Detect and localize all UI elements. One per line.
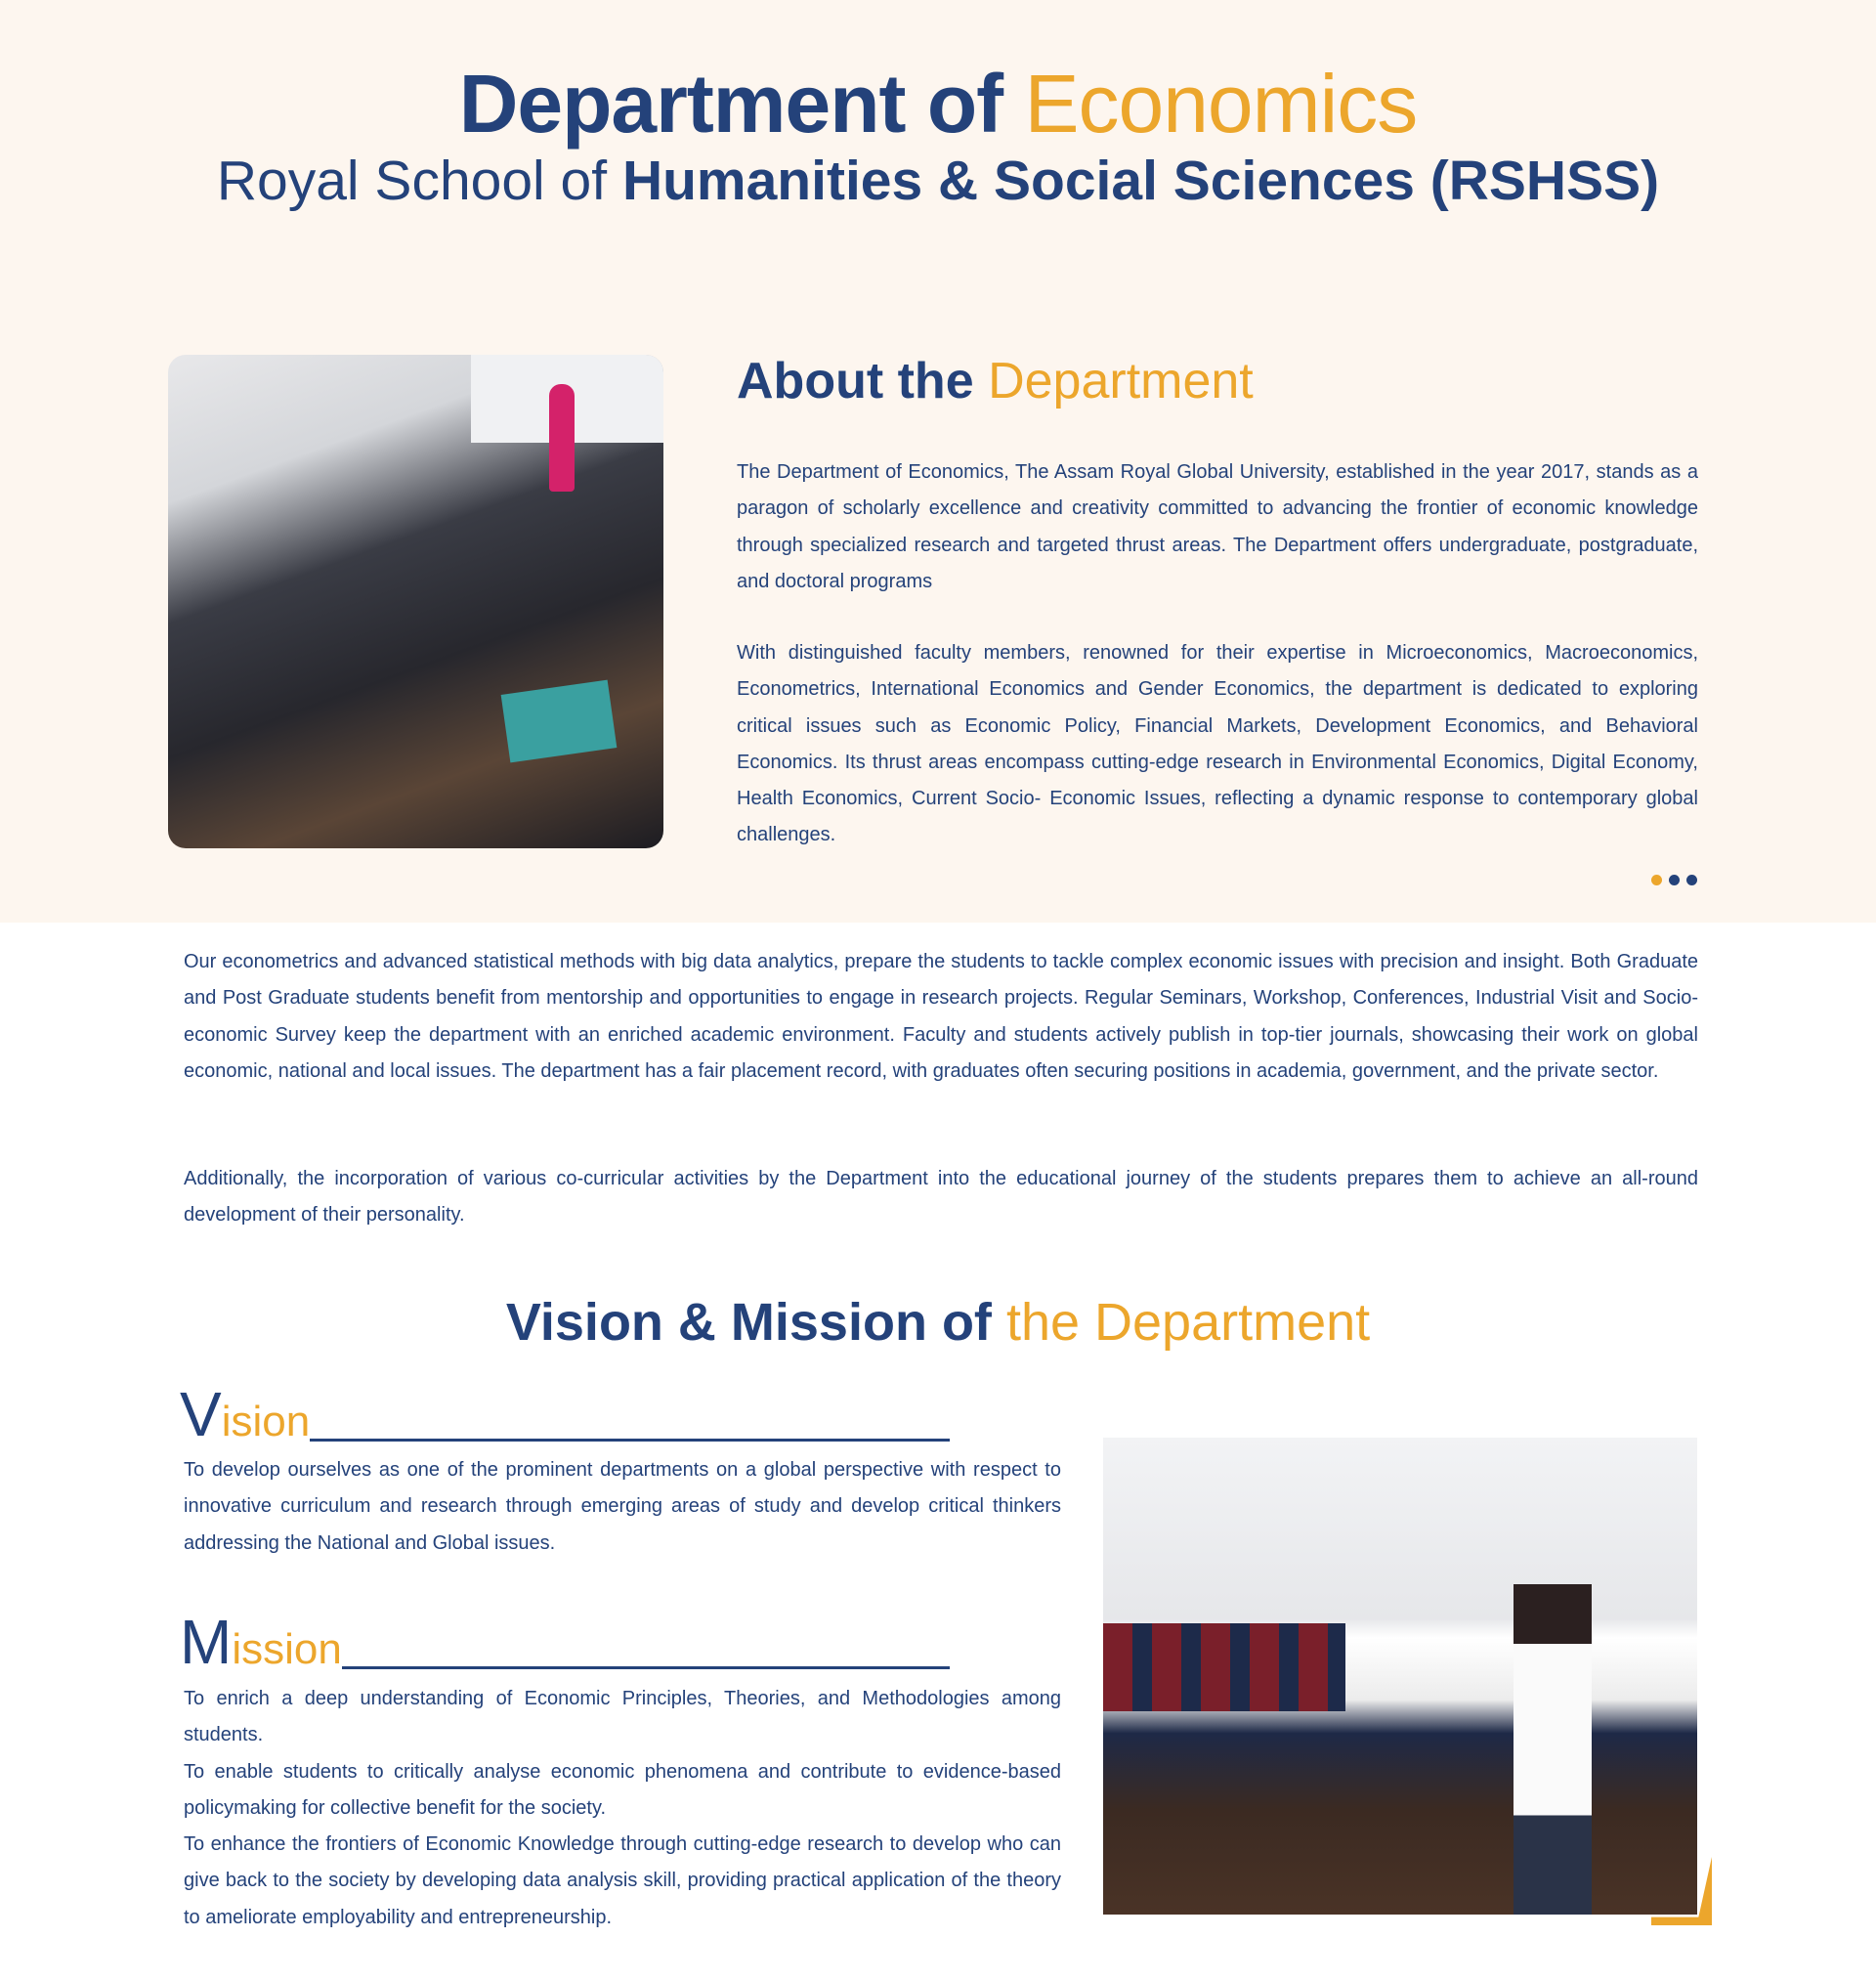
- divider: [310, 1439, 950, 1442]
- divider: [342, 1666, 950, 1669]
- lecture-photo: [1103, 1438, 1697, 1915]
- mission-item: To enhance the frontiers of Economic Knowledge through cutting-edge research to develop who can give back to the society by developing data analysis skill, providing practical application of the theory to ameliorate employability and entrepreneurship.: [184, 1833, 1061, 1928]
- mission-list: [184, 1681, 1061, 1936]
- about-paragraph: The Department of Economics, The Assam Royal Global University, established in the year 2017, stands as a paragon of scholarly excellence and creativity committed to advancing the frontier of economic knowledge through specialized research and targeted thrust areas. The Department offers undergraduate, postgraduate, and doctoral programs: [737, 461, 1698, 592]
- title-accent: Economics: [1024, 58, 1418, 150]
- vision-heading: Vision: [180, 1379, 311, 1449]
- vision-text: To develop ourselves as one of the prominent departments on a global perspective with respect to innovative curriculum and research through emerging areas of study and develop critical thinkers addressing the National and Global issues.: [184, 1459, 1061, 1554]
- mission-heading: Mission: [180, 1607, 342, 1677]
- carousel-dot[interactable]: [1669, 875, 1680, 885]
- vision-mission-heading: Vision & Mission of the Department: [505, 1293, 1371, 1352]
- classroom-photo: [168, 355, 663, 848]
- about-paragraph: Our econometrics and advanced statistical methods with big data analytics, prepare the students to tackle complex economic issues with precision and insight. Both Graduate and Post Graduate students benefit from mentorship and opportunities to engage in research projects. Regular Seminars, Workshop, Conferences, Industrial Visit and Socio-economic Survey keep the department with an enriched academic environment. Faculty and students actively publish in top-tier journals, showcasing their work on global economic, national and local issues. The department has a fair placement record, with graduates often securing positions in academia, government, and the private sector.: [184, 951, 1698, 1082]
- about-paragraph: With distinguished faculty members, renowned for their expertise in Microeconomics, Macroeconomics, Econometrics, International Economics and Gender Economics, the department is dedicated to exploring critical issues such as Economic Policy, Financial Markets, Development Economics, and Behavioral Economics. Its thrust areas encompass cutting-edge research in Environmental Economics, Digital Economy, Health Economics, Current Socio- Economic Issues, reflecting a dynamic response to contemporary global challenges.: [737, 642, 1698, 846]
- page-subtitle: Royal School of Humanities & Social Sciences (RSHSS): [216, 150, 1660, 212]
- about-heading: About the Department: [737, 353, 1254, 409]
- carousel-dots[interactable]: [1651, 875, 1697, 885]
- mission-item: To enrich a deep understanding of Economic Principles, Theories, and Methodologies among students.: [184, 1688, 1061, 1746]
- page-title: Department of Economics: [458, 58, 1418, 150]
- carousel-dot[interactable]: [1686, 875, 1697, 885]
- about-paragraph: Additionally, the incorporation of various co-curricular activities by the Department into the educational journey of the students prepares them to achieve an all-round development of their personality.: [184, 1168, 1698, 1227]
- carousel-dot-active[interactable]: [1651, 875, 1662, 885]
- mission-item: To enable students to critically analyse economic phenomena and contribute to evidence-based policymaking for collective benefit for the society.: [184, 1760, 1061, 1819]
